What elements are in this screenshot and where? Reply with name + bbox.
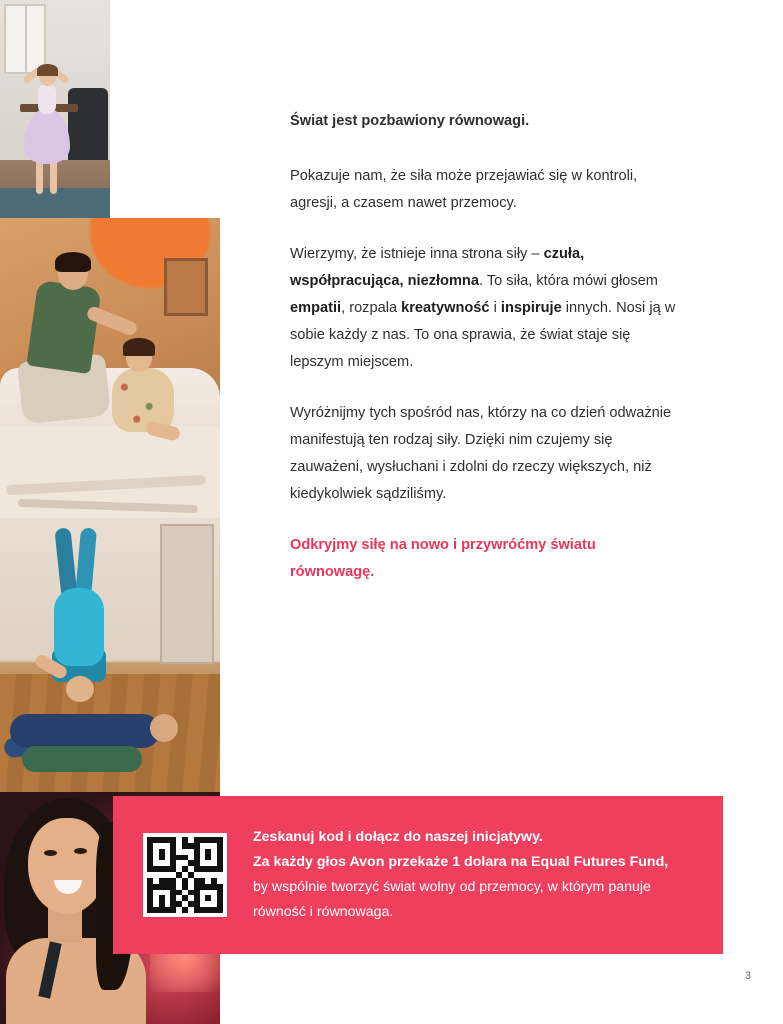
p2-bold-c: kreatywność xyxy=(401,300,490,316)
cta-text xyxy=(253,825,683,925)
cta-banner xyxy=(113,796,723,954)
cta-rest: by wspólnie tworzyć świat wolny od przemocy, w którym panuje równość i równowaga. xyxy=(253,879,651,920)
lead-paragraph: Świat jest pozbawiony równowagi. xyxy=(290,113,530,129)
woman-face xyxy=(28,818,106,914)
p2-text-b: . To siła, która mówi głosem xyxy=(478,273,658,289)
child-hair xyxy=(37,64,58,76)
p2-text-a: Wierzymy, że istnieje inna strona siły – xyxy=(290,246,544,262)
base-partner-head xyxy=(150,714,178,742)
body-copy xyxy=(290,108,680,586)
paragraph-1: Pokazuje nam, że siła może przejawiać się w kontroli, agresji, a czasem nawet przemocy. xyxy=(290,168,638,211)
father-hair xyxy=(55,252,91,272)
picture-frame xyxy=(164,258,208,316)
p2-bold-b: empatii xyxy=(290,300,342,316)
top-partner-torso xyxy=(54,588,104,666)
child-torso xyxy=(38,84,56,114)
p2-bold-a: czuła, współpracująca, niezłomna xyxy=(290,246,585,289)
photo-acro-yoga xyxy=(0,518,220,792)
p2-bold-d: inspiruje xyxy=(500,300,562,316)
photo-father-and-child-on-bed xyxy=(0,218,220,518)
page-number: 3 xyxy=(744,970,751,982)
father-shirt xyxy=(26,280,101,374)
qr-code-icon[interactable] xyxy=(143,833,227,917)
qr-code-modules xyxy=(147,837,223,913)
photo-child-dancing xyxy=(0,0,110,218)
woman-eye-left xyxy=(44,850,57,856)
child-leg-left xyxy=(36,160,43,194)
paragraph-3: Wyróżnijmy tych spośród nas, którzy na co dzień odważnie manifestują ten rodzaj siły. Dzięki nim czujemy się zauważeni, wysłuchani i zdolni do rzeczy większych, niż kiedykolwiek sądziliśmy. xyxy=(290,405,672,502)
window-shape xyxy=(4,4,46,74)
p2-text-e: innych. Nosi ją w sobie każdy z nas. To ona sprawia, że świat staje się lepszym miejscem. xyxy=(290,300,676,370)
closing-call-to-action: Odkryjmy siłę na nowo i przywróćmy światu równowagę. xyxy=(290,537,596,580)
cta-bold-line-2: Za każdy głos Avon przekaże 1 dolara na Equal Futures Fund, xyxy=(253,854,669,870)
chair-shape xyxy=(68,88,108,166)
top-partner-head xyxy=(66,676,94,702)
woman-eye-right xyxy=(74,848,87,854)
p2-text-c: , rozpala xyxy=(341,300,402,316)
child-leg-right xyxy=(50,160,57,194)
child-dress xyxy=(112,368,174,432)
child-hair xyxy=(123,338,155,356)
paragraph-2 xyxy=(290,241,680,376)
p2-text-d: i xyxy=(489,300,501,316)
base-partner-body xyxy=(10,714,160,748)
door-shape xyxy=(160,524,214,664)
second-base-partner xyxy=(22,746,142,772)
cta-bold-line-1: Zeskanuj kod i dołącz do naszej inicjatywy. xyxy=(253,829,543,845)
